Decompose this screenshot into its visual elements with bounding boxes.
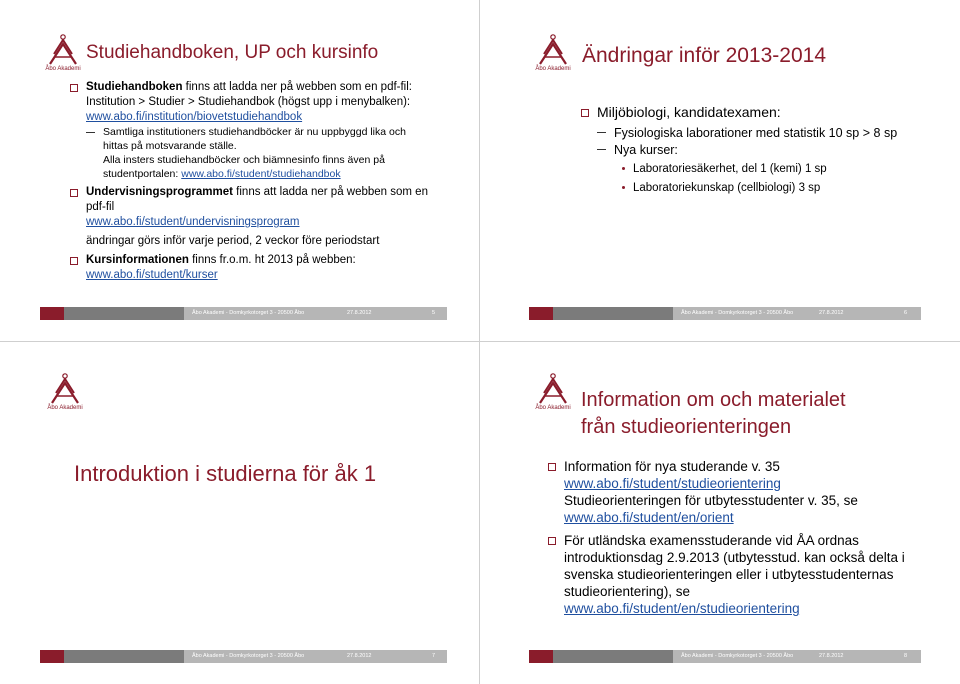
slide-footer [529, 307, 921, 320]
bullet-text: För utländska examensstuderande vid ÅA ordnas introduktionsdag 2.9.2013 (utbytesstud. kan också delta i svenska studieorienteringen eller i utbytesstudenternas studieorientering), se [564, 533, 905, 599]
sub-bullet-text: Nya kurser: [614, 143, 678, 157]
footer-date: 27.8.2012 [347, 310, 372, 316]
slide-title-line: från studieorienteringen [581, 416, 792, 438]
link-studieorientering[interactable]: www.abo.fi/student/studieorientering [564, 476, 781, 491]
slide-content [581, 103, 921, 196]
sub-bullet-text: Samtliga institutioners studiehandböcker är nu uppbyggd lika och hittas på motsvarande ställe. [103, 126, 406, 152]
link-en-studieorientering[interactable]: www.abo.fi/student/en/studieorientering [564, 601, 800, 616]
dash-bullet-icon [86, 132, 95, 133]
course-item [581, 180, 921, 196]
slide-footer [40, 650, 447, 663]
square-bullet-icon [70, 84, 78, 92]
footer-address: Åbo Akademi - Domkyrkotorget 3 - 20500 Åbo [681, 653, 794, 659]
bullet-text: finns att ladda ner på webben som en pdf-fil [86, 186, 428, 213]
slide-5 [0, 0, 479, 340]
course-item [581, 161, 921, 177]
footer-seal-strip [553, 307, 673, 320]
square-bullet-icon [548, 463, 556, 471]
bullet-text: finns att ladda ner på webben som en pdf-fil: Institution > Studier > Studiehandbok (högst upp i menybalken): [86, 81, 412, 108]
bullet-text: Miljöbiologi, kandidatexamen: [597, 104, 781, 120]
link-biovetstudiehandbok[interactable]: www.abo.fi/institution/biovetstudiehandbok [86, 111, 303, 123]
sub-bullet-change: > 8 sp [862, 126, 898, 140]
logo-text: Åbo Akademi [535, 405, 571, 411]
bullet-text: Studieorienteringen för utbytesstudenter v. 35, se [564, 493, 858, 508]
bullet-strong: Kursinformationen [86, 254, 189, 266]
footer-address: Åbo Akademi - Domkyrkotorget 3 - 20500 Åbo [192, 653, 305, 659]
bullet-strong: Studiehandboken [86, 81, 183, 93]
page-divider-horizontal [0, 341, 960, 342]
footer-seal-strip [553, 650, 673, 663]
note-line [70, 234, 430, 249]
bullet-undervisningsprogrammet [70, 185, 430, 215]
footer-seal-strip [64, 650, 184, 663]
slide-footer [529, 650, 921, 663]
slide-title: Studiehandboken, UP och kursinfo [86, 42, 379, 63]
footer-page-number: 8 [904, 653, 908, 659]
sub-bullet-samtliga [70, 125, 430, 153]
bullet-studiehandboken [70, 80, 430, 125]
link-kurser[interactable]: www.abo.fi/student/kurser [86, 269, 218, 281]
slide-8 [481, 343, 960, 684]
footer-address: Åbo Akademi - Domkyrkotorget 3 - 20500 Åbo [681, 310, 794, 316]
course-text: Laboratoriekunskap (cellbiologi) 3 sp [633, 182, 821, 194]
footer-red-block [40, 307, 64, 320]
slide-title: Introduktion i studierna för åk 1 [74, 461, 377, 486]
link-en-orient[interactable]: www.abo.fi/student/en/orient [564, 510, 734, 525]
dash-bullet-icon [597, 132, 606, 133]
footer-red-block [40, 650, 64, 663]
sub-bullet-text: Alla insters studiehandböcker och biämnesinfo finns även på studentportalen: [103, 154, 385, 180]
square-bullet-icon [548, 537, 556, 545]
slide-7 [0, 343, 479, 684]
bullet-strong: Undervisningsprogrammet [86, 186, 233, 198]
sub-bullet-text: Fysiologiska laborationer med statistik 10 sp [614, 126, 860, 140]
slide-footer [40, 307, 447, 320]
bullet-kursinformationen [70, 253, 430, 283]
bullet-utlandska [548, 532, 918, 617]
sub-bullet-nya-kurser [581, 142, 921, 159]
abo-akademi-logo [530, 34, 576, 78]
slide-6 [481, 0, 960, 340]
page-divider-vertical [479, 0, 480, 684]
logo-text: Åbo Akademi [535, 66, 571, 72]
bullet-text: finns fr.o.m. ht 2013 på webben: [188, 254, 356, 266]
bullet-text: Information för nya studerande v. 35 [564, 459, 780, 474]
abo-akademi-logo [40, 34, 86, 78]
link-studiehandbok[interactable]: www.abo.fi/student/studiehandbok [181, 168, 341, 180]
square-bullet-icon [70, 189, 78, 197]
dash-bullet-icon [597, 149, 606, 150]
sub-bullet-fysiologiska [581, 125, 921, 142]
dot-bullet-icon [622, 186, 625, 189]
logo-text: Åbo Akademi [47, 405, 83, 411]
slide-content [70, 80, 430, 283]
footer-address: Åbo Akademi - Domkyrkotorget 3 - 20500 Åbo [192, 310, 305, 316]
square-bullet-icon [581, 109, 589, 117]
link-line [70, 215, 430, 230]
sub-bullet-alla [70, 153, 430, 181]
footer-red-block [529, 650, 553, 663]
footer-page-number: 6 [904, 310, 908, 316]
link-undervisningsprogram[interactable]: www.abo.fi/student/undervisningsprogram [86, 216, 300, 228]
course-text: Laboratoriesäkerhet, del 1 (kemi) 1 sp [633, 163, 827, 175]
dot-bullet-icon [622, 167, 625, 170]
slide-content [548, 458, 918, 617]
footer-page-number: 5 [432, 310, 436, 316]
slide-title [581, 387, 846, 441]
footer-page-number: 7 [432, 653, 436, 659]
bullet-miljobiologi [581, 103, 921, 122]
slide-title: Ändringar inför 2013-2014 [582, 44, 827, 67]
slide-title-line: Information om och materialet [581, 389, 846, 411]
footer-date: 27.8.2012 [819, 310, 844, 316]
note-text: ändringar görs inför varje period, 2 veckor före periodstart [86, 235, 380, 247]
bullet-information [548, 458, 918, 526]
square-bullet-icon [70, 257, 78, 265]
logo-text: Åbo Akademi [45, 66, 81, 72]
footer-date: 27.8.2012 [819, 653, 844, 659]
abo-akademi-logo [530, 373, 576, 417]
footer-red-block [529, 307, 553, 320]
abo-akademi-logo [42, 373, 88, 417]
footer-date: 27.8.2012 [347, 653, 372, 659]
footer-seal-strip [64, 307, 184, 320]
